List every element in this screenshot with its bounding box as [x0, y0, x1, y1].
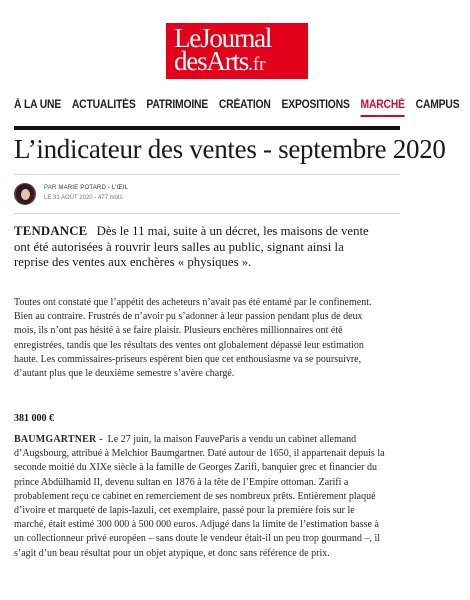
logo-line-1: LeJournal — [174, 23, 272, 53]
paragraph-2-text: Le 27 juin, la maison FauveParis a vendu un cabinet allemand d’Augsbourg, attribué à Melchior Baumgartner. Daté autour de 1650, il appartenait depuis la seconde moitié du XIXe siècle à la famille de Georges Zarifi, banquier grec et financier du prince Abdülhamid II, devenu sultan en 1876 à la tête de l’Empire ottoman. Zarifi a probablement reçu ce cabinet en remerciement de ses nombreux prêts. Entièrement plaqué d’ivoire et marqueté de lapis-lazuli, cet exemplaire, passé pour la première fois sur le marché, était estimé 300 000 à 500 000 euros. Adjugé dans la limite de l’estimation basse à un collectionneur privé européen – sans doute le vendeur était-il un peu trop gourmand –, il s’agit d’un beau résultat pour un objet atypique, et donc sans référence de prix. — [14, 434, 385, 559]
article-lede — [14, 224, 376, 271]
article-title: L’indicateur des ventes - septembre 2020 — [14, 134, 446, 164]
lede-text: Dès le 11 mai, suite à un décret, les maisons de vente ont été autorisées à rouvrir leurs salles au public, signant ainsi la reprise des ventes aux enchères « physiques ». — [14, 224, 369, 269]
author-avatar[interactable] — [14, 183, 36, 205]
nav-item-creation[interactable]: CRÉATION — [218, 99, 271, 111]
nav-item-marche[interactable]: MARCHÉ — [361, 96, 405, 117]
avatar-face — [21, 189, 30, 200]
nav-item-actualites[interactable]: ACTUALITÉS — [71, 99, 136, 111]
nav-item-expositions[interactable]: EXPOSITIONS — [281, 99, 350, 111]
article-date: LE 31 AOÛT 2020 - 477 mots — [44, 195, 123, 201]
article-paragraph-1: Toutes ont constaté que l’appétit des acheteurs n’avait pas été entamé par le confinement. Bien au contraire. Frustrés de n’avoir pu s’adonner à leur passion pendant plus de deux mois, ils n’ont pas hésité à se faire plaisir. Plusieurs enchères millionnaires ont été enregistrées, tandis que les résultats des ventes ont globalement dépassé leur estimation haute. Les commissaires-priseurs espèrent bien que cet enthousiasme va se poursuivre, d’autant plus que le deuxième semestre s’avère chargé. — [14, 297, 372, 380]
nav-item-a-la-une[interactable]: À LA UNE — [14, 99, 62, 111]
paragraph-2-kicker: BAUMGARTNER - — [14, 434, 103, 445]
nav-item-campus[interactable]: CAMPUS — [415, 99, 460, 111]
author-byline — [44, 185, 128, 191]
nav-divider — [14, 126, 400, 130]
author-divider — [14, 213, 400, 214]
nav-item-patrimoine[interactable]: PATRIMOINE — [146, 99, 209, 111]
price-heading: 381 000 € — [14, 413, 54, 424]
author-name[interactable]: MARIE POTARD - L’ŒIL — [58, 185, 129, 191]
main-nav — [14, 96, 460, 116]
author-prefix: PAR — [44, 185, 57, 191]
site-logo[interactable] — [166, 23, 308, 79]
title-divider — [14, 174, 400, 175]
article-paragraph-2 — [14, 433, 386, 561]
logo-line-2-text: desArts — [174, 46, 249, 76]
logo-line-2 — [174, 46, 308, 76]
lede-kicker: TENDANCE — [14, 224, 88, 238]
logo-suffix: .fr — [248, 54, 266, 75]
